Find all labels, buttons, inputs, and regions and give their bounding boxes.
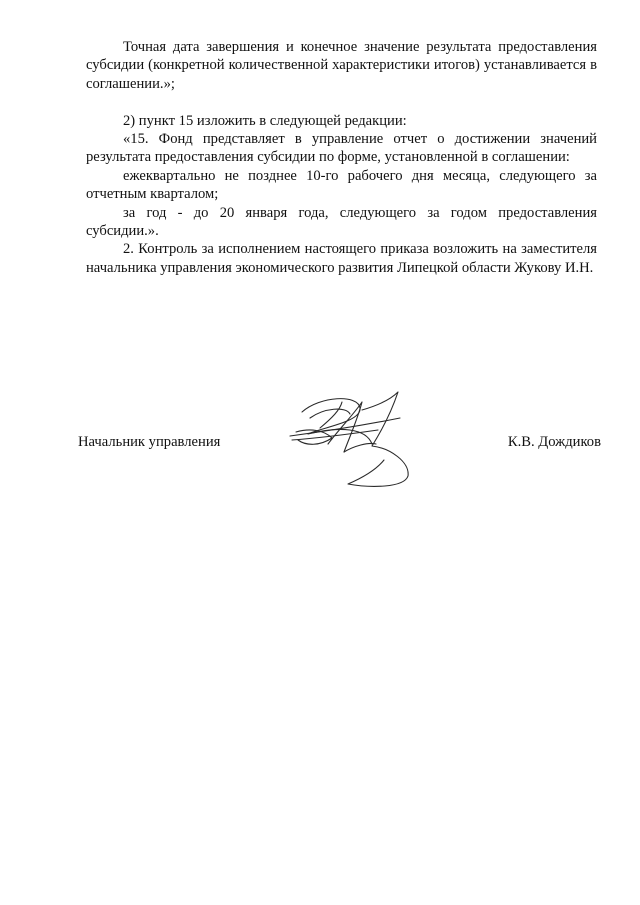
paragraph-item-15-text: «15. Фонд представляет в управление отчет о достижении значений результата предоставления субсидии по форме, установленной в соглашении: — [86, 131, 597, 166]
paragraph-control: 2. Контроль за исполнением настоящего приказа возложить на заместителя начальника управления экономического развития Липецкой области Жукову И.Н. — [86, 241, 597, 276]
document-body — [86, 38, 597, 277]
paragraph-item-15-intro: 2) пункт 15 изложить в следующей редакции: — [123, 112, 407, 129]
paragraph-annual-report: за год - до 20 января года, следующего за годом предоставления субсидии.». — [86, 204, 597, 240]
signatory-position: Начальник управления — [78, 434, 221, 450]
paragraph-quarterly-report: ежеквартально не позднее 10-го рабочего дня месяца, следующего за отчетным кварталом; — [86, 167, 597, 203]
paragraph-result-date: Точная дата завершения и конечное значение результата предоставления субсидии (конкретной количественной характеристики итогов) устанавливается в соглашении.»; — [86, 39, 597, 92]
signatory-name: К.В. Дождиков — [507, 434, 601, 450]
signature-row — [78, 430, 601, 460]
